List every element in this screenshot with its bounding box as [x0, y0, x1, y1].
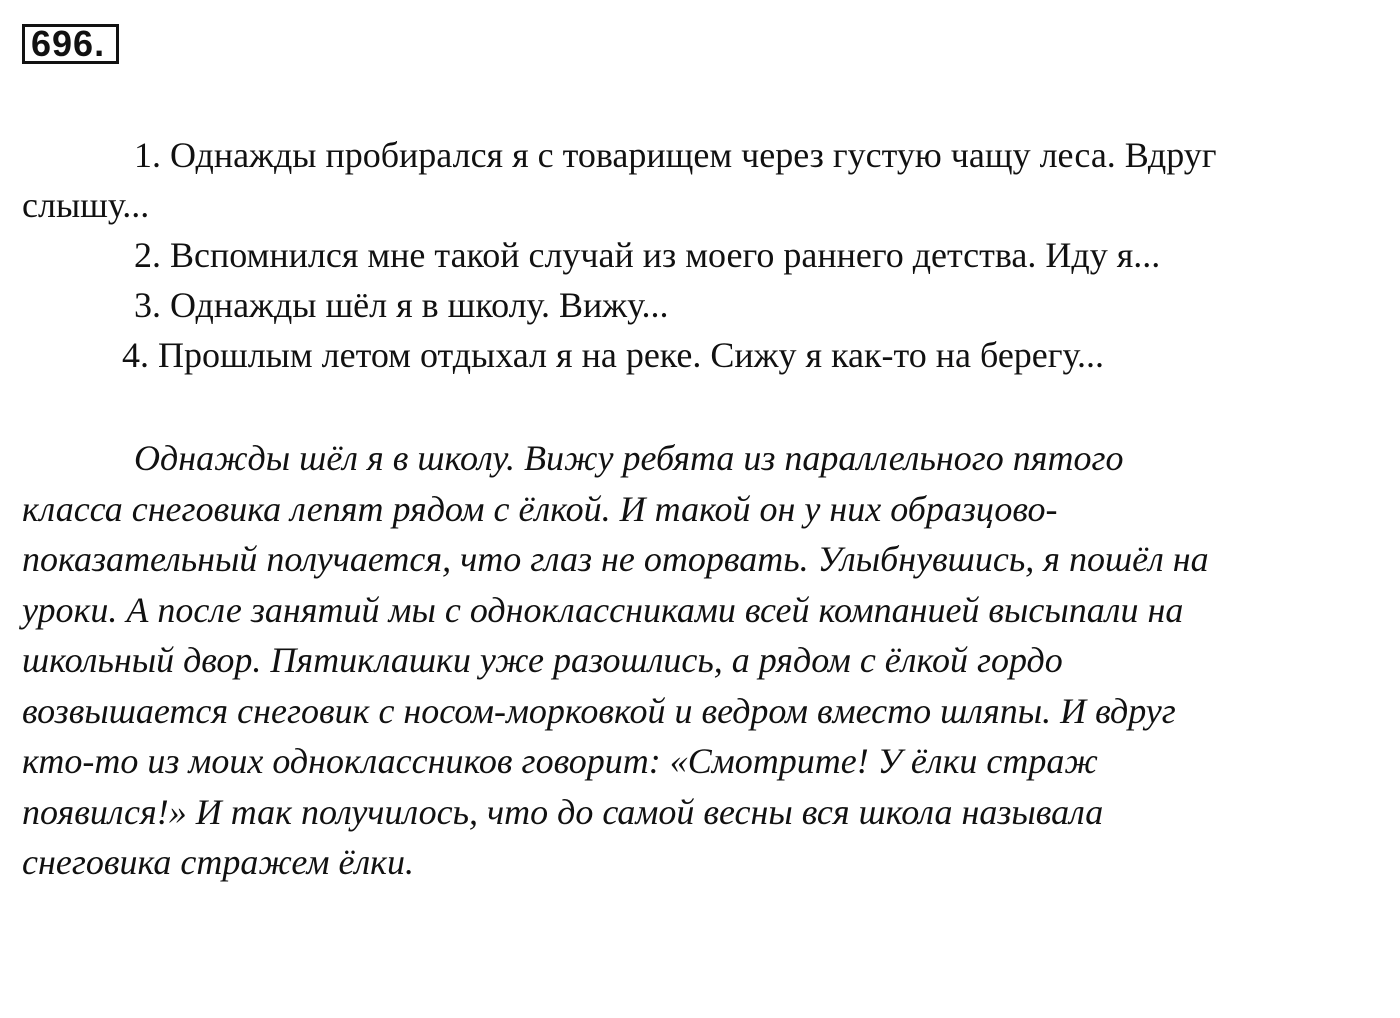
story-line: возвышается снеговик с носом-морковкой и ведром вместо шляпы. И вдруг: [22, 690, 1176, 731]
story-line: уроки. А после занятий мы с одноклассниками всей компанией высыпали на: [22, 589, 1184, 630]
task-line-3: 3. Однажды шёл я в школу. Вижу...: [134, 285, 669, 325]
story-paragraph: [22, 433, 1372, 888]
story-line: появился!» И так получилось, что до самой весны вся школа называла: [22, 791, 1104, 832]
story-line: класса снеговика лепят рядом с ёлкой. И такой он у них образцово-: [22, 488, 1058, 529]
story-line: кто-то из моих одноклассников говорит: «Смотрите! У ёлки страж: [22, 741, 1098, 781]
task-line-2: 2. Вспомнился мне такой случай из моего раннего детства. Иду я...: [134, 235, 1161, 275]
story-line: школьный двор. Пятиклашки уже разошлись, а рядом с ёлкой гордо: [22, 640, 1063, 680]
story-line: снеговика стражем ёлки.: [22, 842, 414, 882]
task-line-1-start: 1. Однажды пробирался я с товарищем через густую чащу леса. Вдруг: [134, 135, 1217, 175]
task-line-1-end: слышу...: [22, 185, 150, 225]
task-line-4: 4. Прошлым летом отдыхал я на реке. Сижу я как-то на берегу...: [122, 335, 1104, 375]
task-list: [22, 130, 1372, 380]
exercise-number: 696.: [22, 24, 119, 64]
story-line: показательный получается, что глаз не оторвать. Улыбнувшись, я пошёл на: [22, 539, 1209, 579]
story-line: Однажды шёл я в школу. Вижу ребята из параллельного пятого: [134, 438, 1124, 478]
